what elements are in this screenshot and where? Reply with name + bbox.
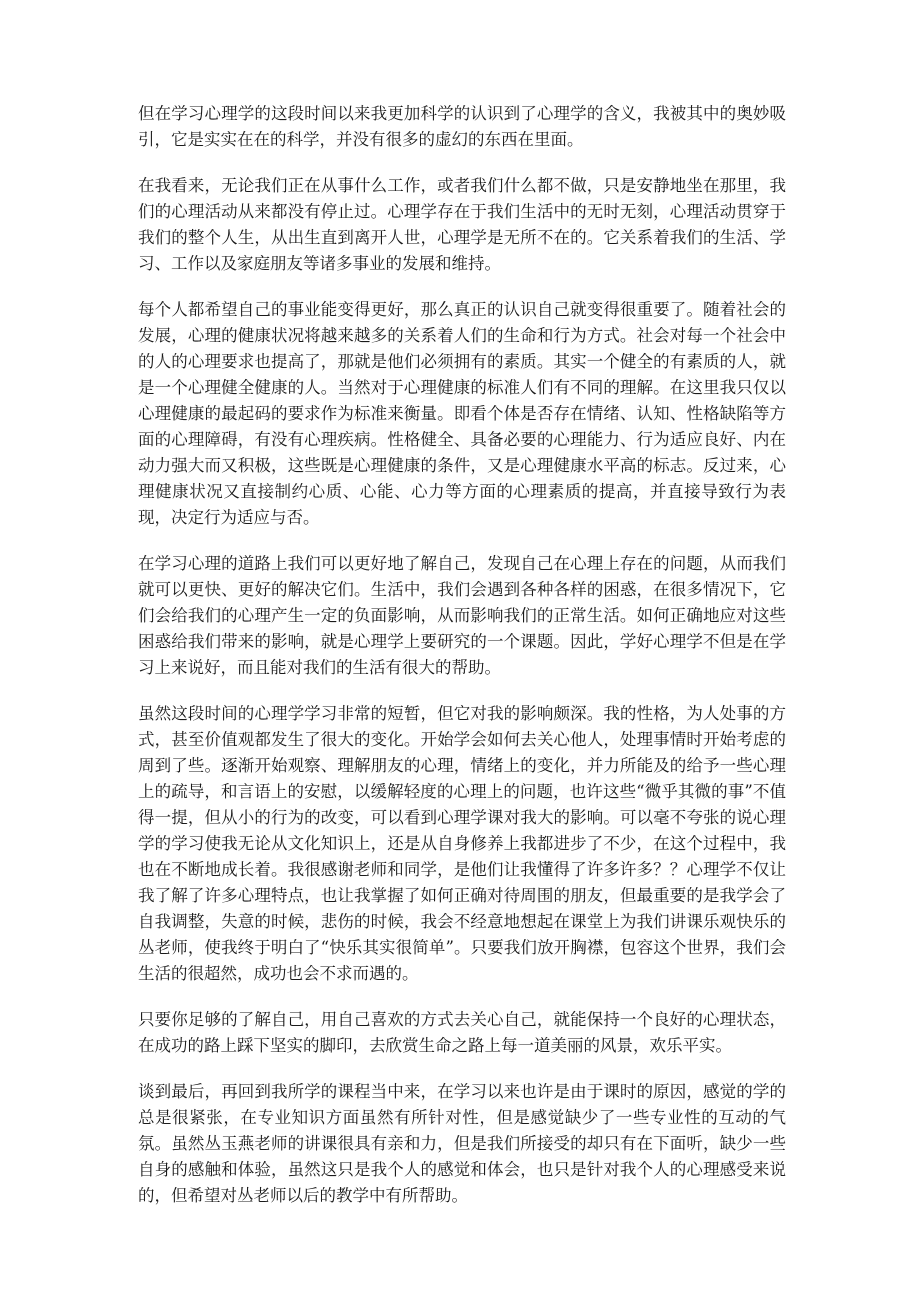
paragraph-1: 但在学习心理学的这段时间以来我更加科学的认识到了心理学的含义，我被其中的奥妙吸引，它是实实在在的科学，并没有很多的虚幻的东西在里面。 xyxy=(138,104,786,149)
paragraph-5: 虽然这段时间的心理学学习非常的短暂，但它对我的影响颇深。我的性格，为人处事的方式，甚至价值观都发生了很大的变化。开始学会如何去关心他人，处理事情时开始考虑的周到了些。逐渐开始观察、理解朋友的心理，情绪上的变化，并力所能及的给予一些心理上的疏导，和言语上的安慰，以缓解轻度的心理上的问题，也许这些“微乎其微的事”不值得一提，但从小的行为的改变，可以看到心理学课对我大的影响。可以毫不夸张的说心理学的学习使我无论从文化知识上，还是从自身修养上我都进步了不少，在这个过程中，我也在不断地成长着。我很感谢老师和同学，是他们让我懂得了许多许多？？心理学不仅让我了解了许多心理特点，也让我掌握了如何正确对待周围的朋友，但最重要的是我学会了自我调整，失意的时候，悲伤的时候，我会不经意地想起在课堂上为我们讲课乐观快乐的丛老师，使我终于明白了“快乐其实很简单”。只要我们放开胸襟，包容这个世界，我们会生活的很超然，成功也会不求而遇的。 xyxy=(138,704,786,983)
paragraph-2: 在我看来，无论我们正在从事什么工作，或者我们什么都不做，只是安静地坐在那里，我们的心理活动从来都没有停止过。心理学存在于我们生活中的无时无刻，心理活动贯穿于我们的整个人生，从出生直到离开人世，心理学是无所不在的。它关系着我们的生活、学习、工作以及家庭朋友等诸多事业的发展和维持。 xyxy=(138,176,786,273)
paragraph-3: 每个人都希望自己的事业能变得更好，那么真正的认识自己就变得很重要了。随着社会的发展，心理的健康状况将越来越多的关系着人们的生命和行为方式。社会对每一个社会中的人的心理要求也提高了，那就是他们必须拥有的素质。其实一个健全的有素质的人，就是一个心理健全健康的人。当然对于心理健康的标准人们有不同的理解。在这里我只仅以心理健康的最起码的要求作为标准来衡量。即看个体是否存在情绪、认知、性格缺陷等方面的心理障碍，有没有心理疾病。性格健全、具备必要的心理能力、行为适应良好、内在动力强大而又积极，这些既是心理健康的条件，又是心理健康水平高的标志。反过来，心理健康状况又直接制约心质、心能、心力等方面的心理素质的提高，并直接导致行为表现，决定行为适应与否。 xyxy=(138,300,786,527)
paragraph-7: 谈到最后，再回到我所学的课程当中来，在学习以来也许是由于课时的原因，感觉的学的总是很紧张，在专业知识方面虽然有所针对性，但是感觉缺少了一些专业性的互动的气氛。虽然丛玉燕老师的讲课很具有亲和力，但是我们所接受的却只有在下面听，缺少一些自身的感触和体验，虽然这只是我个人的感觉和体会，也只是针对我个人的心理感受来说的，但希望对丛老师以后的教学中有所帮助。 xyxy=(138,1082,786,1205)
paragraph-4: 在学习心理的道路上我们可以更好地了解自己，发现自己在心理上存在的问题，从而我们就可以更快、更好的解决它们。生活中，我们会遇到各种各样的困惑，在很多情况下，它们会给我们的心理产生一定的负面影响，从而影响我们的正常生活。如何正确地应对这些困惑给我们带来的影响，就是心理学上要研究的一个课题。因此，学好心理学不但是在学习上来说好，而且能对我们的生活有很大的帮助。 xyxy=(138,554,786,677)
paragraph-6: 只要你足够的了解自己，用自己喜欢的方式去关心自己，就能保持一个良好的心理状态，在成功的路上踩下坚实的脚印，去欣赏生命之路上每一道美丽的风景，欢乐平实。 xyxy=(138,1010,786,1055)
document-body xyxy=(138,101,786,1229)
